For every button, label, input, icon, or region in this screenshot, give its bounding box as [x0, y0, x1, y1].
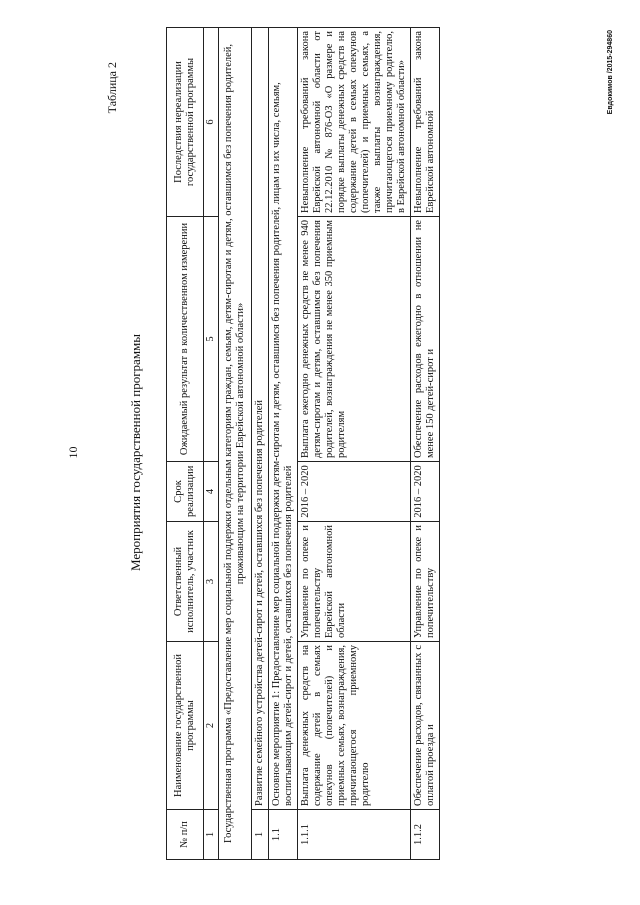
row-result: Обеспечение расходов ежегодно в отношении не менее 150 детей-сирот и: [411, 217, 440, 462]
document-title: Мероприятия государственной программы: [128, 333, 143, 572]
row-consequence: Невыполнение требований закона Еврейской автономной области от 22.12.2010 № 876-ОЗ «О размере и порядке выплаты денежных средств на содержание детей в семьях опекунов (попечителей) и приемных семьях, а также выплаты вознаграждения, причитающегося приемному родителю, в Еврейской автономной области»: [298, 28, 411, 217]
header-cell: Наименование государственной программы: [167, 642, 204, 810]
table-row: [411, 28, 440, 860]
program-row: [219, 28, 252, 860]
header-cell: № п/п: [167, 810, 204, 860]
row-name: Выплата денежных средств на содержание детей в семьях опекунов (попечителей) и приемных семьях, вознаграждения, причитающегося приемному родителю: [298, 642, 411, 810]
row-executor: Управление по опеке и попечительству: [411, 522, 440, 642]
row-period: 2016 – 2020: [411, 462, 440, 522]
table-number: Таблица 2: [105, 62, 119, 114]
header-cell: Ожидаемый результат в количественном измерении: [167, 217, 204, 462]
row-result: Выплата ежегодно денежных средств не менее 940 детям-сиротам и детям, оставшимся без попечения родителей, вознаграждения не менее 350 приемным родителям: [298, 217, 411, 462]
column-number: 5: [204, 217, 219, 462]
program-title: Государственная программа «Предоставление мер социальной поддержки отдельным категориям граждан, семьям, детям-сиротам и детям, оставшимся без попечения родителей, проживающим на территории Еврейской автономной области»: [219, 28, 252, 860]
main-event-row: [269, 28, 298, 860]
section-number: 1: [252, 810, 269, 860]
column-number: 1: [204, 810, 219, 860]
row-consequence: Невыполнение требований закона Еврейской автономной: [411, 28, 440, 217]
section-title: Развитие семейного устройства детей-сирот и детей, оставшихся без попечения родителей: [252, 28, 269, 810]
document-stamp: Евдокимов /2015-294860: [607, 30, 614, 115]
header-cell: Срок реализации: [167, 462, 204, 522]
column-number: 4: [204, 462, 219, 522]
header-row: [167, 28, 204, 860]
row-number: 1.1.2: [411, 810, 440, 860]
row-executor: Управление по опеке и попечительству Еврейской автономной области: [298, 522, 411, 642]
header-cell: Последствия нереализации государственной программы: [167, 28, 204, 217]
column-number: 2: [204, 642, 219, 810]
header-cell: Ответственный исполнитель, участник: [167, 522, 204, 642]
row-name: Обеспечение расходов, связанных с оплатой проезда и: [411, 642, 440, 810]
column-number: 6: [204, 28, 219, 217]
section-row: [252, 28, 269, 860]
main-event-number: 1.1: [269, 810, 298, 860]
main-event-title: Основное мероприятие 1: Предоставление мер социальной поддержки детям-сиротам и детям, оставшимся без попечения родителей, лицам из их числа, семьям, воспитывающим детей-сирот и детей, оставшихся без попечения родителей: [269, 28, 298, 810]
column-number: 3: [204, 522, 219, 642]
column-number-row: [204, 28, 219, 860]
page-number: 10: [66, 446, 80, 459]
table-row: [298, 28, 411, 860]
row-number: 1.1.1: [298, 810, 411, 860]
events-table: [166, 27, 440, 860]
row-period: 2016 – 2020: [298, 462, 411, 522]
